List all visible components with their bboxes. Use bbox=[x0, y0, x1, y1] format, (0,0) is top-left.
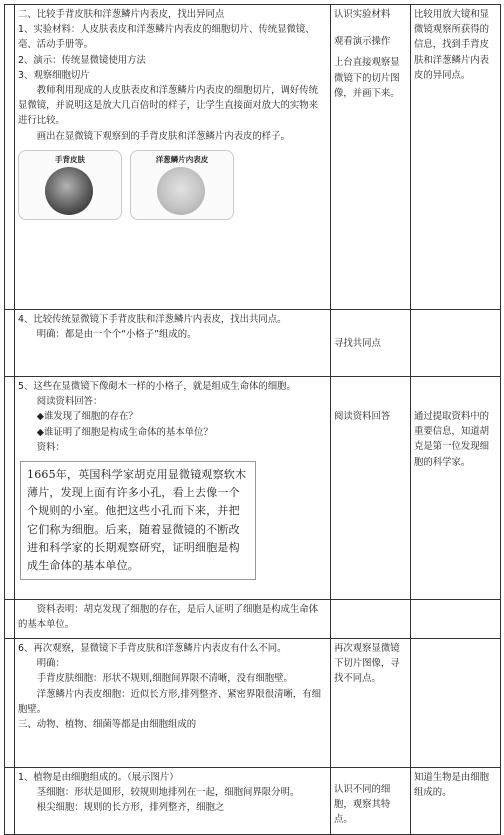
activity-1: 认识实验材料 bbox=[334, 9, 391, 20]
section3-title: 三、动物、植物、细菌等都是由细胞组成的 bbox=[18, 719, 197, 731]
question-1: ◆谁发现了细胞的存在？ bbox=[36, 411, 138, 423]
activity-6: 再次观察显微镜下切片图像，寻找不同点。 bbox=[334, 643, 400, 685]
table-row bbox=[5, 768, 501, 835]
photo-hand-label: 手背皮肤 bbox=[55, 154, 85, 164]
activity-7: 认识不同的细胞，观察其特点。 bbox=[334, 784, 391, 826]
onion-cell-desc: 洋葱鳞片内表皮细胞：近似长方形,排列整齐、紧密界限很清晰，有细胞壁。 bbox=[18, 688, 322, 715]
item-materials: 1、实验材料：人皮肤表皮和洋葱鳞片内表皮的细胞切片、传统显微镜、毫、活动手册等。 bbox=[18, 24, 315, 51]
plant-item: 1、植物是由细胞组成的。（展示图片） bbox=[18, 772, 179, 783]
section2-title: 二、比较手背皮肤和洋葱鳞片内表皮，找出异同点 bbox=[18, 9, 225, 20]
activity-2: 观看演示操作 bbox=[334, 36, 391, 48]
photo-row bbox=[18, 150, 327, 220]
table-row bbox=[5, 600, 501, 639]
stem-cell-desc: 茎细胞：形状是圆形，较规则地排列在一起，细胞间界限分明。 bbox=[36, 787, 300, 799]
material-result: 资料表明：胡克发现了细胞的存在，是后人证明了细胞是构成生命体的基本单位。 bbox=[18, 604, 319, 631]
reading-box: 1665年，英国科学家胡克用显微镜观察软木薄片，发现上面有许多小孔，看上去像一个个规则的小室。他把这些小孔而下来，并把它们称为细胞。后来，随着显微镜的不断改进和科学家的长期观察研究，证明细胞是构成生命体的基本单位。 bbox=[20, 461, 256, 580]
purpose-2: 通过提取资料中的重要信息，知道胡克是第一位发现细胞的科学家。 bbox=[414, 411, 490, 468]
material-label: 资料： bbox=[36, 441, 65, 453]
activity-cell bbox=[331, 5, 411, 310]
photo-onion-label: 洋葱鳞片内表皮 bbox=[155, 154, 209, 164]
table-row bbox=[5, 639, 501, 768]
item-observe-again: 6、再次观察，显微镜下手背皮肤和洋葱鳞片内表皮有什么不同。 bbox=[18, 643, 287, 654]
purpose-1: 比较用放大镜和显微镜观察所获得的信息，找到手背皮肤和洋葱鳞片内表皮的异同点。 bbox=[414, 9, 490, 81]
root-cell-desc: 根尖细胞：规则的长方形，排列整齐，细胞之 bbox=[36, 802, 225, 814]
index-cell bbox=[5, 5, 15, 310]
question-2: ◆谁证明了细胞是构成生命体的基本单位？ bbox=[36, 426, 213, 438]
onion-micrograph bbox=[157, 167, 205, 215]
table-row bbox=[5, 310, 501, 377]
photo-hand-skin bbox=[18, 150, 122, 220]
item-demo: 2、演示：传统显微镜使用方法 bbox=[18, 54, 146, 66]
table-row bbox=[5, 377, 501, 600]
purpose-cell bbox=[411, 5, 501, 310]
lesson-plan-page bbox=[4, 4, 500, 826]
content-cell bbox=[15, 5, 331, 310]
table-row bbox=[5, 5, 501, 310]
activity-4: 寻找共同点 bbox=[334, 338, 381, 349]
observe-paragraph: 教师利用现成的人皮肤表皮和洋葱鳞片内表皮的细胞切片，调好传统显微镜，并说明这是放大几百倍时的样子，让学生直接面对放大的实物来进行比较。 bbox=[18, 85, 319, 127]
photo-onion bbox=[130, 150, 234, 220]
item-observe: 3、观察细胞切片 bbox=[18, 69, 90, 81]
draw-instruction: 画出在显微镜下观察到的手背皮肤和洋葱鳞片内表皮的样子。 bbox=[36, 130, 290, 142]
read-answer: 阅读资料回答： bbox=[36, 396, 103, 408]
purpose-3: 知道生物是由细胞组成的。 bbox=[414, 772, 490, 799]
hand-skin-micrograph bbox=[45, 167, 93, 215]
item-compare: 4、比较传统显微镜下手背皮肤和洋葱鳞片内表皮，找出共同点。 bbox=[18, 314, 287, 325]
activity-3: 上台直接观察显微镜下的切片图像，并画下来。 bbox=[334, 57, 400, 99]
compare-clarify: 明确：都是由一个个“小格子”组成的。 bbox=[36, 329, 197, 341]
activity-5: 阅读资料回答 bbox=[334, 411, 391, 422]
lesson-table bbox=[4, 4, 501, 835]
item-cells: 5、这些在显微镜下像砌木一样的小格子，就是组成生命体的细胞。 bbox=[18, 381, 296, 392]
differ-clarify: 明确： bbox=[36, 658, 65, 670]
hand-cell-desc: 手背皮肤细胞：形状不规则,细胞间界限不清晰，没有细胞壁。 bbox=[36, 673, 293, 685]
